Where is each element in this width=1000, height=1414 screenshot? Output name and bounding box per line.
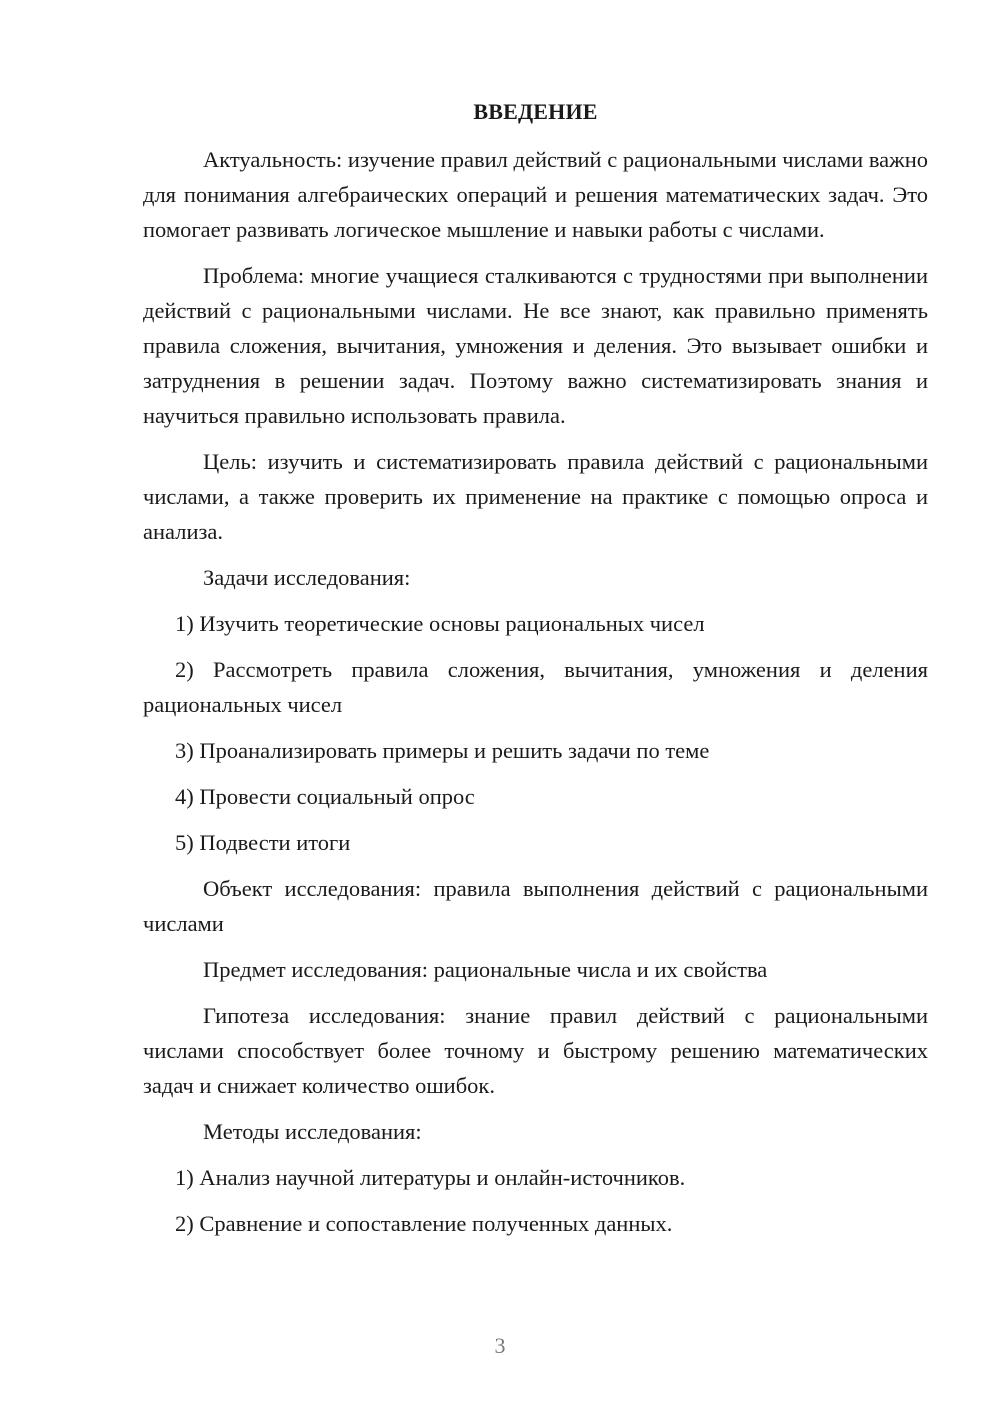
tasks-heading: Задачи исследования: bbox=[203, 565, 411, 590]
task-item: 4) Провести социальный опрос bbox=[175, 784, 475, 809]
task-item: 2) Рассмотреть правила сложения, вычитания, умножения и деления рациональных чисел bbox=[143, 657, 928, 717]
section-title: ВВЕДЕНИЕ bbox=[473, 99, 598, 124]
object-paragraph: Объект исследования: правила выполнения действий с рациональными числами bbox=[143, 876, 928, 936]
hypothesis-paragraph: Гипотеза исследования: знание правил действий с рациональными числами способствует более точному и быстрому решению математических задач и снижает количество ошибок. bbox=[143, 1003, 928, 1098]
method-item: 2) Сравнение и сопоставление полученных данных. bbox=[175, 1211, 673, 1236]
problem-paragraph: Проблема: многие учащиеся сталкиваются с трудностями при выполнении действий с рациональными числами. Не все знают, как правильно применять правила сложения, вычитания, умножения и деления. Это вызывает ошибки и затруднения в решении задач. Поэтому важно систематизировать знания и научиться правильно использовать правила. bbox=[143, 263, 928, 428]
task-item: 3) Проанализировать примеры и решить задачи по теме bbox=[175, 738, 710, 763]
task-item: 5) Подвести итоги bbox=[175, 830, 351, 855]
goal-paragraph: Цель: изучить и систематизировать правила действий с рациональными числами, а также проверить их применение на практике с помощью опроса и анализа. bbox=[143, 449, 928, 544]
document-page bbox=[143, 94, 928, 1252]
subject-paragraph: Предмет исследования: рациональные числа и их свойства bbox=[203, 957, 768, 982]
relevance-paragraph: Актуальность: изучение правил действий с рациональными числами важно для понимания алгебраических операций и решения математических задач. Это помогает развивать логическое мышление и навыки работы с числами. bbox=[143, 147, 928, 242]
task-item: 1) Изучить теоретические основы рациональных чисел bbox=[175, 611, 705, 636]
method-item: 1) Анализ научной литературы и онлайн-источников. bbox=[175, 1165, 686, 1190]
page-number: 3 bbox=[494, 1333, 506, 1358]
methods-heading: Методы исследования: bbox=[203, 1119, 422, 1144]
